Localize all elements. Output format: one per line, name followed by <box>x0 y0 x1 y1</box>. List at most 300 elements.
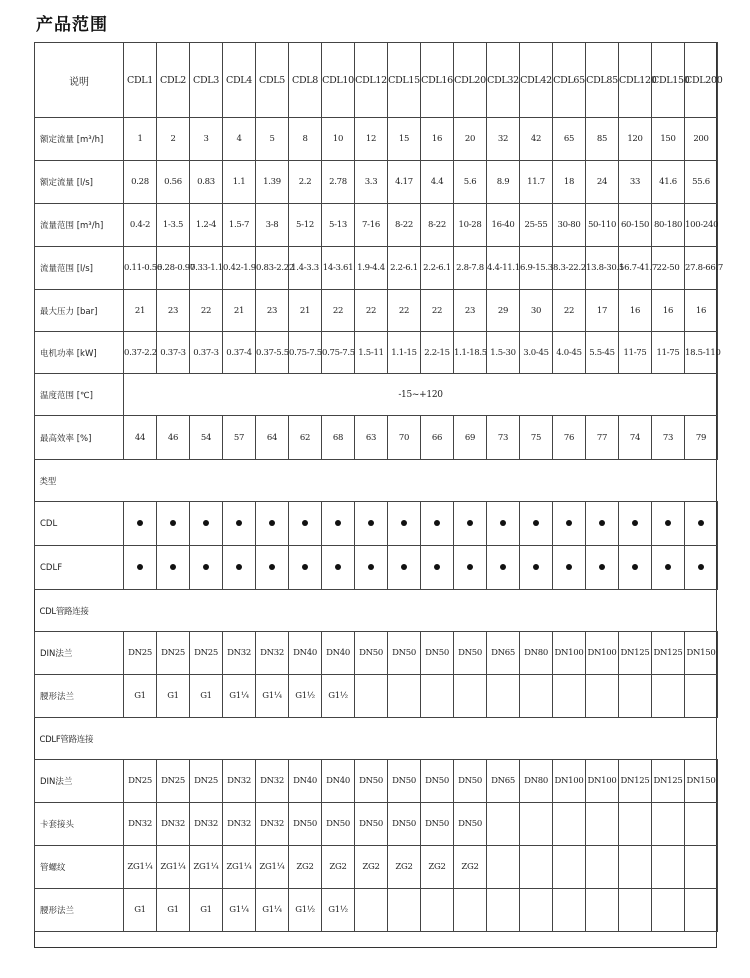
table-cell: 30 <box>520 290 553 332</box>
table-row <box>35 502 718 546</box>
table-cell: DN32 <box>256 803 289 846</box>
table-cell <box>421 889 454 932</box>
availability-cell <box>388 502 421 546</box>
table-cell: 62 <box>289 416 322 460</box>
table-cell: G1 <box>157 675 190 718</box>
availability-cell <box>289 502 322 546</box>
table-cell: DN32 <box>223 632 256 675</box>
row-label: 腰形法兰 <box>35 889 124 932</box>
availability-dot-icon <box>170 564 176 570</box>
table-row <box>35 374 718 416</box>
table-row <box>35 290 718 332</box>
row-label: 流量范围 [l/s] <box>35 247 124 290</box>
table-cell: DN50 <box>388 632 421 675</box>
table-cell: DN125 <box>619 760 652 803</box>
row-label: 电机功率 [kW] <box>35 332 124 374</box>
table-cell <box>520 889 553 932</box>
table-cell: 16-40 <box>487 204 520 247</box>
table-cell: DN50 <box>421 632 454 675</box>
availability-cell <box>454 502 487 546</box>
table-cell: DN100 <box>553 632 586 675</box>
table-cell <box>586 846 619 889</box>
table-cell: 1.5-7 <box>223 204 256 247</box>
table-cell: ZG1¼ <box>124 846 157 889</box>
table-cell: DN32 <box>256 760 289 803</box>
table-row <box>35 204 718 247</box>
header-label: 说明 <box>35 43 124 118</box>
product-range-table <box>34 42 724 932</box>
table-cell: 64 <box>256 416 289 460</box>
table-cell: 4.0-45 <box>553 332 586 374</box>
availability-cell <box>256 546 289 590</box>
table-cell: ZG1¼ <box>256 846 289 889</box>
table-cell: 85 <box>586 118 619 161</box>
table-cell: 0.28-0.97 <box>157 247 190 290</box>
table-cell: DN100 <box>553 760 586 803</box>
table-cell: 21 <box>289 290 322 332</box>
availability-dot-icon <box>566 564 572 570</box>
table-cell <box>652 889 685 932</box>
table-cell: G1½ <box>322 889 355 932</box>
table-cell: 1.1 <box>223 161 256 204</box>
section-heading: CDLF管路连接 <box>35 718 718 760</box>
table-cell: ZG1¼ <box>157 846 190 889</box>
table-cell: 150 <box>652 118 685 161</box>
availability-cell <box>454 546 487 590</box>
table-cell: ZG2 <box>289 846 322 889</box>
table-cell: 4.4 <box>421 161 454 204</box>
table-cell: 7-16 <box>355 204 388 247</box>
availability-cell <box>322 502 355 546</box>
table-cell: 22 <box>553 290 586 332</box>
availability-cell <box>553 546 586 590</box>
table-cell: ZG1¼ <box>190 846 223 889</box>
table-row <box>35 590 718 632</box>
table-row <box>35 760 718 803</box>
table-cell: 10 <box>322 118 355 161</box>
table-cell: G1¼ <box>256 889 289 932</box>
table-cell: 0.42-1.9 <box>223 247 256 290</box>
availability-cell <box>190 502 223 546</box>
table-cell: 74 <box>619 416 652 460</box>
table-cell: 1.2-4 <box>190 204 223 247</box>
table-cell: DN50 <box>421 803 454 846</box>
table-cell: 18.5-110 <box>685 332 718 374</box>
table-cell <box>388 675 421 718</box>
availability-cell <box>355 502 388 546</box>
model-header: CDL3 <box>190 43 223 118</box>
table-cell: DN40 <box>322 632 355 675</box>
table-cell: 73 <box>652 416 685 460</box>
table-cell <box>652 675 685 718</box>
table-cell: G1 <box>190 889 223 932</box>
table-cell: DN25 <box>190 760 223 803</box>
availability-cell <box>289 546 322 590</box>
table-cell: DN40 <box>289 632 322 675</box>
availability-dot-icon <box>500 564 506 570</box>
table-cell <box>652 846 685 889</box>
table-cell: 17 <box>586 290 619 332</box>
table-cell: 0.37-5.5 <box>256 332 289 374</box>
table-cell: DN65 <box>487 632 520 675</box>
model-header: CDL200 <box>685 43 718 118</box>
availability-cell <box>619 546 652 590</box>
table-cell: 11-75 <box>619 332 652 374</box>
table-cell: DN125 <box>652 760 685 803</box>
table-cell <box>586 803 619 846</box>
table-cell <box>454 889 487 932</box>
availability-dot-icon <box>533 520 539 526</box>
row-label: 管螺纹 <box>35 846 124 889</box>
availability-dot-icon <box>533 564 539 570</box>
table-cell <box>685 846 718 889</box>
model-header: CDL12 <box>355 43 388 118</box>
table-cell: G1 <box>190 675 223 718</box>
availability-dot-icon <box>302 520 308 526</box>
availability-cell <box>421 502 454 546</box>
section-heading: CDL管路连接 <box>35 590 718 632</box>
table-cell <box>553 846 586 889</box>
table-cell: ZG2 <box>388 846 421 889</box>
table-cell: DN50 <box>322 803 355 846</box>
table-cell: DN125 <box>652 632 685 675</box>
table-cell: 22 <box>190 290 223 332</box>
table-cell: 24 <box>586 161 619 204</box>
table-cell: 2.2-6.1 <box>388 247 421 290</box>
model-header: CDL20 <box>454 43 487 118</box>
table-cell: 22-50 <box>652 247 685 290</box>
table-cell: 55.6 <box>685 161 718 204</box>
table-cell: 1.5-30 <box>487 332 520 374</box>
table-cell: 18 <box>553 161 586 204</box>
table-cell <box>619 846 652 889</box>
table-cell: ZG2 <box>421 846 454 889</box>
availability-dot-icon <box>401 564 407 570</box>
table-cell: 100-240 <box>685 204 718 247</box>
table-cell: DN80 <box>520 632 553 675</box>
table-cell <box>421 675 454 718</box>
table-cell: G1 <box>124 889 157 932</box>
table-cell: DN80 <box>520 760 553 803</box>
table-cell: G1¼ <box>256 675 289 718</box>
table-cell: 1.1-15 <box>388 332 421 374</box>
availability-dot-icon <box>599 520 605 526</box>
table-cell: ZG2 <box>355 846 388 889</box>
availability-dot-icon <box>137 564 143 570</box>
table-cell <box>454 675 487 718</box>
availability-cell <box>553 502 586 546</box>
table-cell: DN50 <box>388 803 421 846</box>
table-row <box>35 846 718 889</box>
availability-dot-icon <box>137 520 143 526</box>
availability-cell <box>685 502 718 546</box>
table-cell: 21 <box>223 290 256 332</box>
table-cell <box>487 803 520 846</box>
table-cell <box>520 846 553 889</box>
row-label: DIN法兰 <box>35 760 124 803</box>
section-heading: 类型 <box>35 460 718 502</box>
table-cell: 0.28 <box>124 161 157 204</box>
table-cell: DN32 <box>256 632 289 675</box>
page-title: 产品范围 <box>36 15 108 35</box>
table-cell: 68 <box>322 416 355 460</box>
availability-cell <box>223 502 256 546</box>
availability-dot-icon <box>434 520 440 526</box>
table-cell: 5-13 <box>322 204 355 247</box>
table-cell: G1 <box>157 889 190 932</box>
table-cell: 16.7-41.7 <box>619 247 652 290</box>
table-cell: 41.6 <box>652 161 685 204</box>
table-cell: DN150 <box>685 760 718 803</box>
table-cell: 32 <box>487 118 520 161</box>
model-header: CDL10 <box>322 43 355 118</box>
table-cell: 5-12 <box>289 204 322 247</box>
model-header: CDL65 <box>553 43 586 118</box>
availability-cell <box>487 546 520 590</box>
availability-cell <box>223 546 256 590</box>
table-cell: 76 <box>553 416 586 460</box>
table-cell: 1.1-18.5 <box>454 332 487 374</box>
table-cell: 22 <box>322 290 355 332</box>
table-cell: DN50 <box>454 632 487 675</box>
model-header: CDL150 <box>652 43 685 118</box>
availability-dot-icon <box>467 520 473 526</box>
availability-dot-icon <box>170 520 176 526</box>
availability-dot-icon <box>302 564 308 570</box>
table-cell: DN32 <box>157 803 190 846</box>
availability-cell <box>520 546 553 590</box>
model-header: CDL16 <box>421 43 454 118</box>
table-cell <box>553 889 586 932</box>
table-cell: 22 <box>421 290 454 332</box>
table-cell: DN32 <box>190 803 223 846</box>
row-label: 腰形法兰 <box>35 675 124 718</box>
table-cell: DN25 <box>157 760 190 803</box>
table-cell: 11.7 <box>520 161 553 204</box>
availability-cell <box>157 502 190 546</box>
table-cell: 80-180 <box>652 204 685 247</box>
table-row <box>35 161 718 204</box>
row-label: 最大压力 [bar] <box>35 290 124 332</box>
table-cell: 33 <box>619 161 652 204</box>
table-cell: 4 <box>223 118 256 161</box>
table-cell: 16 <box>652 290 685 332</box>
table-cell: 70 <box>388 416 421 460</box>
table-cell: DN32 <box>223 760 256 803</box>
table-cell <box>619 889 652 932</box>
availability-dot-icon <box>467 564 473 570</box>
row-label: 温度范围 [℃] <box>35 374 124 416</box>
table-cell: 1-3.5 <box>157 204 190 247</box>
model-header: CDL120 <box>619 43 652 118</box>
table-cell: 2.2 <box>289 161 322 204</box>
table-cell: 2 <box>157 118 190 161</box>
table-cell: DN100 <box>586 632 619 675</box>
table-cell: 5 <box>256 118 289 161</box>
row-label: 最高效率 [%] <box>35 416 124 460</box>
table-cell <box>388 889 421 932</box>
table-cell: DN50 <box>355 803 388 846</box>
row-label: DIN法兰 <box>35 632 124 675</box>
table-cell <box>487 889 520 932</box>
table-cell: 8.3-22.2 <box>553 247 586 290</box>
model-header: CDL32 <box>487 43 520 118</box>
table-cell <box>685 803 718 846</box>
table-cell: 73 <box>487 416 520 460</box>
row-label: 额定流量 [l/s] <box>35 161 124 204</box>
table-cell: DN50 <box>355 632 388 675</box>
table-cell: DN32 <box>124 803 157 846</box>
table-row <box>35 889 718 932</box>
availability-cell <box>124 502 157 546</box>
availability-dot-icon <box>599 564 605 570</box>
table-row <box>35 416 718 460</box>
table-cell: 22 <box>355 290 388 332</box>
table-cell: 46 <box>157 416 190 460</box>
table-cell: 3-8 <box>256 204 289 247</box>
table-cell: ZG2 <box>454 846 487 889</box>
availability-dot-icon <box>335 520 341 526</box>
availability-dot-icon <box>632 520 638 526</box>
table-cell <box>619 675 652 718</box>
table-cell: G1¼ <box>223 889 256 932</box>
table-cell: 8-22 <box>421 204 454 247</box>
row-label: CDLF <box>35 546 124 590</box>
table-row <box>35 332 718 374</box>
table-cell: 5.6 <box>454 161 487 204</box>
table-row <box>35 803 718 846</box>
table-cell: 25-55 <box>520 204 553 247</box>
row-label: 卡套接头 <box>35 803 124 846</box>
model-header: CDL85 <box>586 43 619 118</box>
model-header: CDL8 <box>289 43 322 118</box>
table-cell: 8.9 <box>487 161 520 204</box>
table-cell: 11-75 <box>652 332 685 374</box>
table-cell: 0.83-2.22 <box>256 247 289 290</box>
table-cell <box>487 675 520 718</box>
availability-cell <box>322 546 355 590</box>
row-label: 额定流量 [m³/h] <box>35 118 124 161</box>
table-cell: 4.4-11.1 <box>487 247 520 290</box>
table-cell <box>520 803 553 846</box>
table-cell: 0.4-2 <box>124 204 157 247</box>
availability-cell <box>520 502 553 546</box>
table-cell: 23 <box>454 290 487 332</box>
table-cell <box>487 846 520 889</box>
table-cell: DN50 <box>454 760 487 803</box>
table-cell <box>619 803 652 846</box>
table-cell: 14-3.61 <box>322 247 355 290</box>
table-cell <box>355 675 388 718</box>
availability-dot-icon <box>368 520 374 526</box>
availability-dot-icon <box>698 564 704 570</box>
table-cell: 50-110 <box>586 204 619 247</box>
availability-dot-icon <box>665 564 671 570</box>
table-cell: 0.37-3 <box>157 332 190 374</box>
table-cell: DN25 <box>190 632 223 675</box>
table-cell: G1½ <box>289 675 322 718</box>
table-cell: 1.9-4.4 <box>355 247 388 290</box>
table-cell: DN40 <box>289 760 322 803</box>
table-cell: DN125 <box>619 632 652 675</box>
table-cell: DN50 <box>454 803 487 846</box>
table-cell: G1½ <box>322 675 355 718</box>
table-cell: 44 <box>124 416 157 460</box>
availability-dot-icon <box>665 520 671 526</box>
model-header: CDL42 <box>520 43 553 118</box>
model-header: CDL2 <box>157 43 190 118</box>
table-cell: 75 <box>520 416 553 460</box>
availability-dot-icon <box>368 564 374 570</box>
availability-dot-icon <box>236 520 242 526</box>
table-cell: 6.9-15.3 <box>520 247 553 290</box>
table-cell: 1.5-11 <box>355 332 388 374</box>
table-cell: DN32 <box>223 803 256 846</box>
product-range-table-frame <box>34 42 724 948</box>
availability-cell <box>652 546 685 590</box>
table-cell: 0.37-3 <box>190 332 223 374</box>
availability-dot-icon <box>335 564 341 570</box>
table-cell: 3.0-45 <box>520 332 553 374</box>
table-cell: 8 <box>289 118 322 161</box>
table-cell: 120 <box>619 118 652 161</box>
temperature-range-value: -15~+120 <box>124 374 718 416</box>
row-label: 流量范围 [m³/h] <box>35 204 124 247</box>
table-cell: 1 <box>124 118 157 161</box>
availability-cell <box>652 502 685 546</box>
table-cell: DN50 <box>355 760 388 803</box>
availability-cell <box>619 502 652 546</box>
availability-cell <box>586 546 619 590</box>
table-cell: 4.17 <box>388 161 421 204</box>
table-cell <box>355 889 388 932</box>
table-cell: G1 <box>124 675 157 718</box>
table-cell: 16 <box>619 290 652 332</box>
table-cell: 1.4-3.3 <box>289 247 322 290</box>
table-cell: 0.83 <box>190 161 223 204</box>
table-row <box>35 546 718 590</box>
table-cell <box>652 803 685 846</box>
table-cell: 22 <box>388 290 421 332</box>
table-cell: 0.75-7.5 <box>322 332 355 374</box>
table-cell: 69 <box>454 416 487 460</box>
table-cell: 16 <box>421 118 454 161</box>
table-row <box>35 43 718 118</box>
table-cell: G1½ <box>289 889 322 932</box>
availability-dot-icon <box>434 564 440 570</box>
availability-cell <box>388 546 421 590</box>
availability-dot-icon <box>566 520 572 526</box>
table-cell: 0.11-0.56 <box>124 247 157 290</box>
table-cell: 29 <box>487 290 520 332</box>
table-row <box>35 247 718 290</box>
table-cell: DN50 <box>388 760 421 803</box>
availability-dot-icon <box>632 564 638 570</box>
table-cell: 2.8-7.8 <box>454 247 487 290</box>
table-cell: 3.3 <box>355 161 388 204</box>
availability-cell <box>355 546 388 590</box>
table-cell: 65 <box>553 118 586 161</box>
table-cell: 42 <box>520 118 553 161</box>
table-cell <box>553 803 586 846</box>
table-cell: 0.33-1.1 <box>190 247 223 290</box>
availability-dot-icon <box>203 564 209 570</box>
table-cell: 12 <box>355 118 388 161</box>
table-cell: G1¼ <box>223 675 256 718</box>
model-header: CDL4 <box>223 43 256 118</box>
table-cell: 8-22 <box>388 204 421 247</box>
table-cell: 15 <box>388 118 421 161</box>
